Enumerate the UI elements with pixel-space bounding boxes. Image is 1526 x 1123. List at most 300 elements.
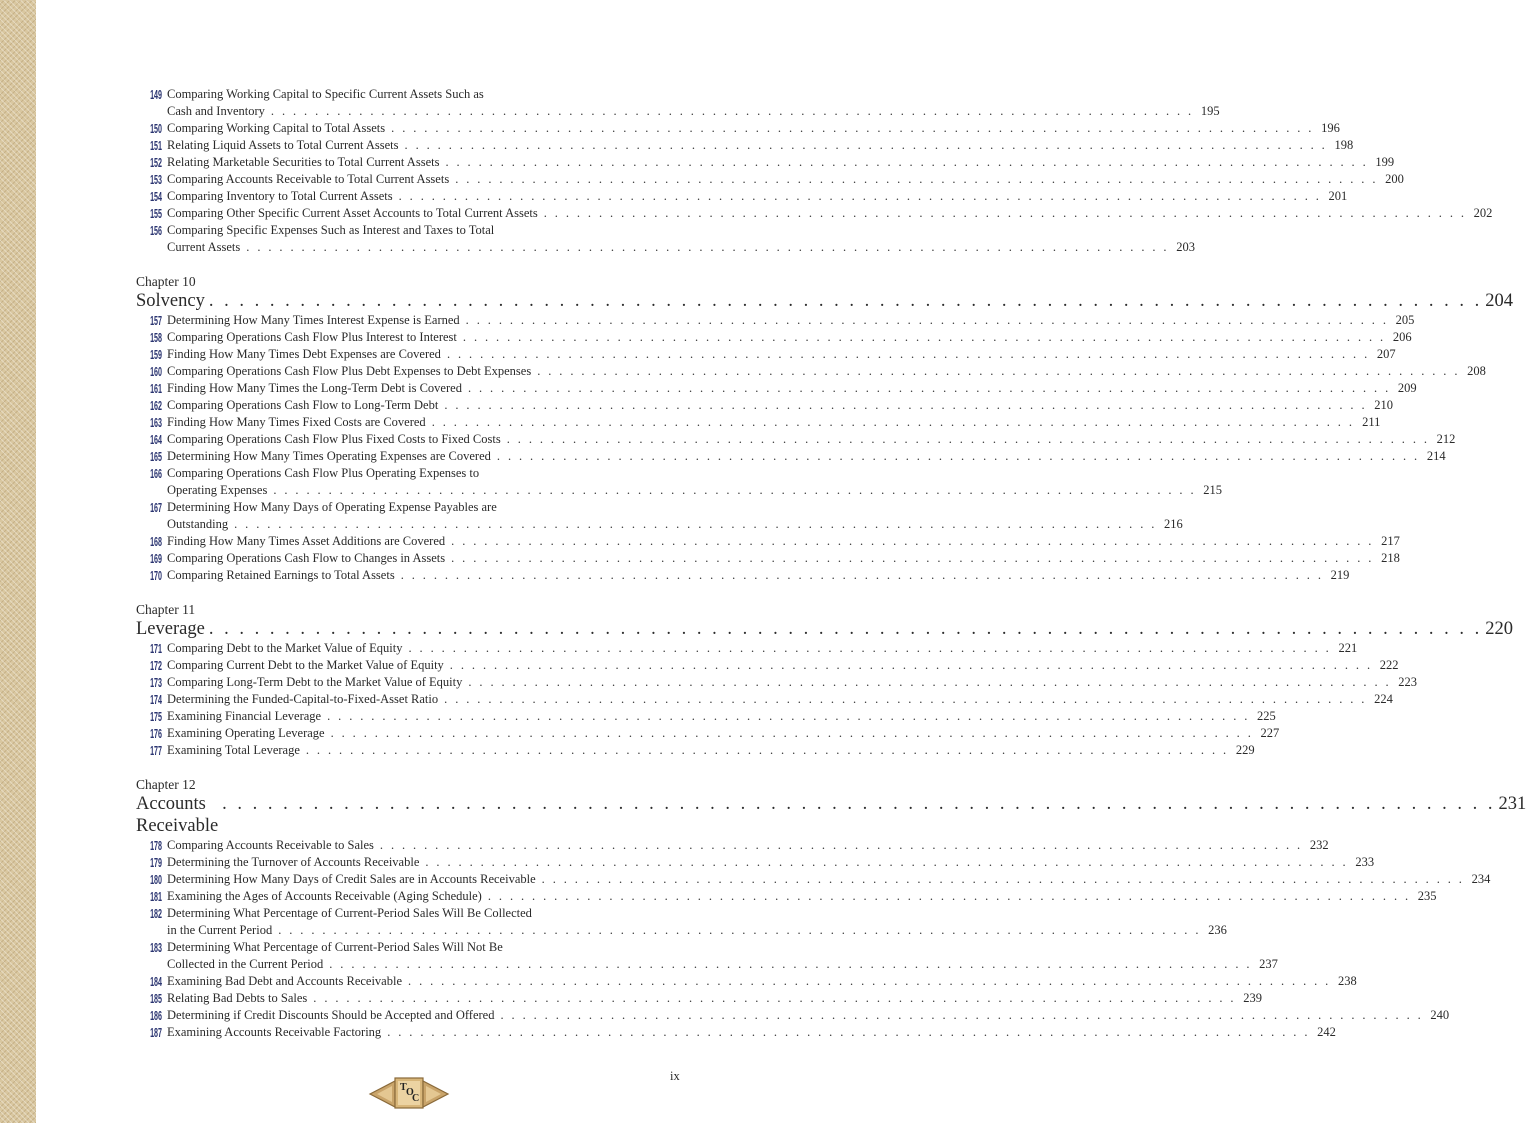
- entry-number: 167: [150, 500, 162, 515]
- entry-number: 172: [150, 658, 162, 673]
- chapter-title-row[interactable]: [136, 290, 1513, 312]
- entry-line: [167, 922, 1227, 939]
- entry-page-number: 242: [1317, 1025, 1336, 1039]
- toc-entry[interactable]: [136, 380, 1417, 397]
- entry-line: [167, 380, 1417, 397]
- entry-title: Examining Total Leverage: [167, 743, 300, 757]
- entry-body: [167, 990, 1262, 1007]
- entry-body: [167, 725, 1280, 742]
- entry-number: 171: [150, 641, 162, 656]
- entry-number: 179: [150, 855, 162, 870]
- chapter-page-number: 231: [1498, 794, 1526, 814]
- entry-page-number: 236: [1208, 923, 1227, 937]
- entry-number: 177: [150, 743, 162, 758]
- chapter-title-row[interactable]: [136, 618, 1513, 640]
- dot-leader: . . . . . . . . . . . . . . . . . . . . . . . . . . . . . . . . . . . . . . . . . . . . . . . . . . . . . . . . . . . . . . . . . . . . . . . . . . . . . . . . . . . .: [313, 991, 1236, 1005]
- entry-page-number: 233: [1355, 855, 1375, 869]
- entry-body: [167, 905, 1227, 939]
- entry-number: 181: [150, 889, 162, 904]
- entry-line: [167, 674, 1418, 691]
- entry-body: [167, 312, 1415, 329]
- entry-title: Comparing Long-Term Debt to the Market Value of Equity: [167, 675, 463, 689]
- dot-leader: . . . . . . . . . . . . . . . . . . . . . . . . . . . . . . . . . . . . . . . . . . . . . . . . . . . . . . . . . . . . . . . . . . . . . . . . . . . . . . . . . . . .: [468, 675, 1392, 689]
- toc-entry[interactable]: [136, 346, 1396, 363]
- dot-leader: . . . . . . . . . . . . . . . . . . . . . . . . . . . . . . . . . . . . . . . . . . . . . . . . . . . . . . . . . . . . . . . . . . . . . . . . . . . . . . . . . . . .: [541, 872, 1465, 886]
- page-navigation: [368, 1073, 450, 1113]
- entry-page-number: 238: [1337, 974, 1357, 988]
- entry-page-number: 221: [1338, 641, 1358, 655]
- dot-leader: . . . . . . . . . . . . . . . . . . . . . . . . . . . . . . . . . . . . . . . . . . . . . . . . . . . . . . . . . . . . . . . . . . . . . . . . . . . . . . . . . . . .: [391, 121, 1314, 135]
- entry-body: [167, 465, 1223, 499]
- entry-line: [167, 312, 1415, 329]
- dot-leader: . . . . . . . . . . . . . . . . . . . . . . . . . . . . . . . . . . . . . . . . . . . . . . . . . . . . . . . . . . . . . . . . . . . . . . . . . . . . . . . . . . . .: [444, 398, 1367, 412]
- entry-number: 183: [150, 940, 162, 955]
- toc-entry[interactable]: [136, 431, 1456, 448]
- entry-line: [167, 103, 1220, 120]
- toc-entry[interactable]: [136, 1007, 1450, 1024]
- entry-body: [167, 86, 1220, 120]
- entry-page-number: 201: [1328, 189, 1348, 203]
- toc-entry[interactable]: [136, 312, 1415, 329]
- toc-entry[interactable]: [136, 657, 1399, 674]
- toc-entry[interactable]: [136, 86, 1220, 120]
- entry-body: [167, 550, 1400, 567]
- dot-leader: . . . . . . . . . . . . . . . . . . . . . . . . . . . . . . . . . . . . . . . . . . . . . . . . . . . . . . . . . . . . . . . . . . . . . . . . . . . . . . . . . . . .: [208, 291, 1483, 311]
- entry-page-number: 214: [1426, 449, 1446, 463]
- entry-line: [167, 86, 642, 103]
- toc-entry[interactable]: [136, 188, 1348, 205]
- dot-leader: . . . . . . . . . . . . . . . . . . . . . . . . . . . . . . . . . . . . . . . . . . . . . . . . . . . . . . . . . . . . . . . . . . . . . . . . . . . . . . . . . . . .: [387, 1025, 1310, 1039]
- entry-line: [167, 550, 1400, 567]
- entry-number: 180: [150, 872, 162, 887]
- dot-leader: . . . . . . . . . . . . . . . . . . . . . . . . . . . . . . . . . . . . . . . . . . . . . . . . . . . . . . . . . . . . . . . . . . . . . . . . . . . . . . . . . . . .: [496, 449, 1420, 463]
- entry-line: [167, 397, 1393, 414]
- entry-number: 163: [150, 415, 162, 430]
- toc-entry[interactable]: [136, 990, 1262, 1007]
- entry-number: 161: [150, 381, 162, 396]
- entry-page-number: 237: [1259, 957, 1278, 971]
- entry-body: [167, 154, 1395, 171]
- entry-body: [167, 171, 1404, 188]
- entry-line: [167, 482, 1223, 499]
- entry-body: [167, 567, 1350, 584]
- entry-number: 154: [150, 189, 162, 204]
- chapter-label: Chapter 10: [136, 274, 196, 289]
- entry-page-number: 207: [1376, 347, 1396, 361]
- entry-line: [167, 533, 1400, 550]
- entry-number: 176: [150, 726, 162, 741]
- entry-number: 152: [150, 155, 162, 170]
- entry-page-number: 239: [1243, 991, 1262, 1005]
- entry-body: [167, 380, 1417, 397]
- entry-line: [167, 742, 1255, 759]
- entry-title: Comparing Working Capital to Specific Current Assets Such as: [167, 87, 484, 101]
- dot-leader: . . . . . . . . . . . . . . . . . . . . . . . . . . . . . . . . . . . . . . . . . . . . . . . . . . . . . . . . . . . . . . . . . . . . . . . . . . . . . . . . . . . .: [398, 189, 1322, 203]
- chapter-title: Accounts Receivable: [136, 794, 219, 836]
- table-of-contents: [136, 86, 1526, 1041]
- entry-body: [167, 414, 1381, 431]
- entry-number: 182: [150, 906, 162, 921]
- entry-number: 187: [150, 1025, 162, 1040]
- entry-body: [167, 742, 1255, 759]
- toc-entry[interactable]: [136, 854, 1375, 871]
- dot-leader: . . . . . . . . . . . . . . . . . . . . . . . . . . . . . . . . . . . . . . . . . . . . . . . . . . . . . . . . . . . . . . . . . . . . . . . . . . . . . . . . . . . .: [408, 641, 1332, 655]
- entry-line: [167, 499, 642, 516]
- entry-body: [167, 1007, 1450, 1024]
- entry-body: [167, 691, 1393, 708]
- entry-title: Determining the Turnover of Accounts Receivable: [167, 855, 420, 869]
- toc-entry[interactable]: [136, 939, 1278, 973]
- entry-page-number: 224: [1374, 692, 1393, 706]
- chapter-label: Chapter 11: [136, 602, 196, 617]
- entry-page-number: 195: [1200, 104, 1220, 118]
- entry-line: [167, 239, 1195, 256]
- entry-number: 159: [150, 347, 162, 362]
- toc-letter-c: C: [412, 1093, 420, 1104]
- dot-leader: . . . . . . . . . . . . . . . . . . . . . . . . . . . . . . . . . . . . . . . . . . . . . . . . . . . . . . . . . . . . . . . . . . . . . . . . . . . . . . . . . . . .: [431, 415, 1355, 429]
- entry-title: Comparing Working Capital to Total Assets: [167, 121, 386, 135]
- toc-entry[interactable]: [136, 691, 1393, 708]
- entry-page-number: 209: [1397, 381, 1417, 395]
- dot-leader: . . . . . . . . . . . . . . . . . . . . . . . . . . . . . . . . . . . . . . . . . . . . . . . . . . . . . . . . . . . . . . . . . . . . . . . . . . . . . . . . . . . .: [446, 347, 1370, 361]
- page-number: ix: [670, 1069, 680, 1083]
- entry-line: [167, 1007, 1450, 1024]
- toc-entry[interactable]: [136, 329, 1412, 346]
- entry-body: [167, 533, 1400, 550]
- entry-title: Finding How Many Times Asset Additions are Covered: [167, 534, 446, 548]
- entry-page-number: 219: [1330, 568, 1350, 582]
- entry-page-number: 198: [1334, 138, 1354, 152]
- entry-line: [167, 465, 642, 482]
- toc-entry[interactable]: [136, 550, 1400, 567]
- table-of-contents-button[interactable]: [394, 1077, 424, 1109]
- entry-title: Comparing Retained Earnings to Total Assets: [167, 568, 395, 582]
- entry-page-number: 218: [1381, 551, 1400, 565]
- entry-title: Comparing Operations Cash Flow to Changes in Assets: [167, 551, 446, 565]
- toc-entry[interactable]: [136, 640, 1358, 657]
- entry-line: [167, 222, 642, 239]
- entry-line: [167, 871, 1491, 888]
- entry-line: [167, 939, 642, 956]
- dot-leader: . . . . . . . . . . . . . . . . . . . . . . . . . . . . . . . . . . . . . . . . . . . . . . . . . . . . . . . . . . . . . . . . . . . . . . . . . . . . . . . . . . . .: [270, 104, 1194, 118]
- entry-line: [167, 691, 1393, 708]
- entry-title: Relating Liquid Assets to Total Current Assets: [167, 138, 399, 152]
- entry-number: 156: [150, 223, 162, 238]
- dot-leader: . . . . . . . . . . . . . . . . . . . . . . . . . . . . . . . . . . . . . . . . . . . . . . . . . . . . . . . . . . . . . . . . . . . . . . . . . . . . . . . . . . . .: [234, 517, 1157, 531]
- entry-body: [167, 640, 1358, 657]
- entry-line: [167, 414, 1381, 431]
- toc-entry[interactable]: [136, 888, 1437, 905]
- entry-body: [167, 397, 1393, 414]
- toc-entry[interactable]: [136, 742, 1255, 759]
- toc-entry[interactable]: [136, 499, 1183, 533]
- entry-body: [167, 329, 1412, 346]
- toc-entry[interactable]: [136, 465, 1223, 499]
- entry-line: [167, 171, 1404, 188]
- entry-line: [167, 448, 1446, 465]
- entry-body: [167, 657, 1399, 674]
- chapter-title: Solvency: [136, 291, 205, 311]
- entry-title: Collected in the Current Period: [167, 957, 324, 971]
- entry-title: Determining What Percentage of Current-Period Sales Will Be Collected: [167, 906, 532, 920]
- dot-leader: . . . . . . . . . . . . . . . . . . . . . . . . . . . . . . . . . . . . . . . . . . . . . . . . . . . . . . . . . . . . . . . . . . . . . . . . . . . . . . . . . . . .: [273, 483, 1197, 497]
- entry-body: [167, 837, 1329, 854]
- entry-number: 157: [150, 313, 162, 328]
- entry-number: 149: [150, 87, 162, 102]
- toc-entry[interactable]: [136, 905, 1227, 939]
- entry-line: [167, 137, 1354, 154]
- entry-page-number: 216: [1164, 517, 1183, 531]
- entry-page-number: 208: [1467, 364, 1486, 378]
- dot-leader: . . . . . . . . . . . . . . . . . . . . . . . . . . . . . . . . . . . . . . . . . . . . . . . . . . . . . . . . . . . . . . . . . . . . . . . . . . . . . . . . . . . .: [404, 138, 1328, 152]
- toc-entry[interactable]: [136, 137, 1354, 154]
- dot-leader: . . . . . . . . . . . . . . . . . . . . . . . . . . . . . . . . . . . . . . . . . . . . . . . . . . . . . . . . . . . . . . . . . . . . . . . . . . . . . . . . . . . .: [222, 794, 1496, 814]
- entry-title: Comparing Specific Expenses Such as Interest and Taxes to Total: [167, 223, 495, 237]
- entry-title: Relating Marketable Securities to Total Current Assets: [167, 155, 440, 169]
- entry-number: 165: [150, 449, 162, 464]
- entry-body: [167, 1024, 1336, 1041]
- toc-entry[interactable]: [136, 567, 1350, 584]
- entry-page-number: 211: [1362, 415, 1381, 429]
- entry-number: 160: [150, 364, 162, 379]
- entry-page-number: 217: [1381, 534, 1400, 548]
- entry-number: 170: [150, 568, 162, 583]
- dot-leader: . . . . . . . . . . . . . . . . . . . . . . . . . . . . . . . . . . . . . . . . . . . . . . . . . . . . . . . . . . . . . . . . . . . . . . . . . . . . . . . . . . . .: [506, 432, 1430, 446]
- dot-leader: . . . . . . . . . . . . . . . . . . . . . . . . . . . . . . . . . . . . . . . . . . . . . . . . . . . . . . . . . . . . . . . . . . . . . . . . . . . . . . . . . . . .: [208, 619, 1483, 639]
- entry-line: [167, 888, 1437, 905]
- entry-page-number: 229: [1235, 743, 1255, 757]
- entry-line: [167, 725, 1280, 742]
- entry-title: Operating Expenses: [167, 483, 268, 497]
- entry-title: Finding How Many Times the Long-Term Debt is Covered: [167, 381, 462, 395]
- dot-leader: . . . . . . . . . . . . . . . . . . . . . . . . . . . . . . . . . . . . . . . . . . . . . . . . . . . . . . . . . . . . . . . . . . . . . . . . . . . . . . . . . . . .: [305, 743, 1229, 757]
- entry-page-number: 215: [1203, 483, 1223, 497]
- entry-title: Comparing Other Specific Current Asset Accounts to Total Current Assets: [167, 206, 538, 220]
- toc-entry[interactable]: [136, 154, 1395, 171]
- entry-number: 166: [150, 466, 162, 481]
- entry-title: Cash and Inventory: [167, 104, 265, 118]
- dot-leader: . . . . . . . . . . . . . . . . . . . . . . . . . . . . . . . . . . . . . . . . . . . . . . . . . . . . . . . . . . . . . . . . . . . . . . . . . . . . . . . . . . . .: [400, 568, 1324, 582]
- decorative-side-band: [0, 0, 36, 1123]
- toc-entry[interactable]: [136, 205, 1493, 222]
- chapter-page-number: 204: [1485, 291, 1513, 311]
- chapter-title-row[interactable]: [136, 793, 1526, 837]
- entry-page-number: 203: [1176, 240, 1195, 254]
- entry-page-number: 202: [1473, 206, 1493, 220]
- entry-title: Determining How Many Days of Operating Expense Payables are: [167, 500, 497, 514]
- entry-page-number: 232: [1309, 838, 1329, 852]
- previous-page-arrow-icon[interactable]: [368, 1079, 396, 1109]
- entry-line: [167, 567, 1350, 584]
- entry-line: [167, 205, 1493, 222]
- dot-leader: . . . . . . . . . . . . . . . . . . . . . . . . . . . . . . . . . . . . . . . . . . . . . . . . . . . . . . . . . . . . . . . . . . . . . . . . . . . . . . . . . . . .: [278, 923, 1201, 937]
- entry-title: Outstanding: [167, 517, 229, 531]
- toc-entry[interactable]: [136, 414, 1381, 431]
- entry-page-number: 223: [1398, 675, 1418, 689]
- entry-line: [167, 346, 1396, 363]
- entry-title: Determining How Many Days of Credit Sales are in Accounts Receivable: [167, 872, 536, 886]
- dot-leader: . . . . . . . . . . . . . . . . . . . . . . . . . . . . . . . . . . . . . . . . . . . . . . . . . . . . . . . . . . . . . . . . . . . . . . . . . . . . . . . . . . . .: [462, 330, 1386, 344]
- entry-number: 158: [150, 330, 162, 345]
- entry-line: [167, 990, 1262, 1007]
- dot-leader: . . . . . . . . . . . . . . . . . . . . . . . . . . . . . . . . . . . . . . . . . . . . . . . . . . . . . . . . . . . . . . . . . . . . . . . . . . . . . . . . . . . .: [451, 534, 1374, 548]
- entry-title: Examining Bad Debt and Accounts Receivable: [167, 974, 403, 988]
- entry-line: [167, 905, 642, 922]
- entry-page-number: 212: [1436, 432, 1456, 446]
- entry-body: [167, 939, 1278, 973]
- entry-number: 175: [150, 709, 162, 724]
- entry-body: [167, 137, 1354, 154]
- entry-body: [167, 973, 1357, 990]
- entry-body: [167, 708, 1276, 725]
- dot-leader: . . . . . . . . . . . . . . . . . . . . . . . . . . . . . . . . . . . . . . . . . . . . . . . . . . . . . . . . . . . . . . . . . . . . . . . . . . . . . . . . . . . .: [329, 957, 1252, 971]
- entry-page-number: 227: [1260, 726, 1280, 740]
- entry-page-number: 199: [1375, 155, 1395, 169]
- chapter-label: Chapter 12: [136, 777, 196, 792]
- entry-title: Examining the Ages of Accounts Receivable (Aging Schedule): [167, 889, 482, 903]
- toc-letter-o: O: [406, 1087, 414, 1098]
- chapter-page-number: 220: [1485, 619, 1513, 639]
- entry-line: [167, 431, 1456, 448]
- entry-body: [167, 120, 1340, 137]
- entry-number: 155: [150, 206, 162, 221]
- entry-page-number: 200: [1385, 172, 1404, 186]
- toc-entry[interactable]: [136, 397, 1393, 414]
- entry-line: [167, 657, 1399, 674]
- entry-line: [167, 120, 1340, 137]
- entry-line: [167, 708, 1276, 725]
- entry-line: [167, 363, 1486, 380]
- toc-entry[interactable]: [136, 725, 1280, 742]
- toc-entry[interactable]: [136, 171, 1404, 188]
- entry-number: 164: [150, 432, 162, 447]
- entry-number: 150: [150, 121, 162, 136]
- entry-title: Comparing Operations Cash Flow Plus Operating Expenses to: [167, 466, 480, 480]
- entry-title: Determining What Percentage of Current-Period Sales Will Not Be: [167, 940, 503, 954]
- entry-page-number: 225: [1257, 709, 1276, 723]
- entry-body: [167, 363, 1486, 380]
- entry-title: Examining Financial Leverage: [167, 709, 322, 723]
- entry-title: Examining Operating Leverage: [167, 726, 325, 740]
- entry-page-number: 222: [1379, 658, 1399, 672]
- dot-leader: . . . . . . . . . . . . . . . . . . . . . . . . . . . . . . . . . . . . . . . . . . . . . . . . . . . . . . . . . . . . . . . . . . . . . . . . . . . . . . . . . . . .: [487, 889, 1411, 903]
- toc-entry[interactable]: [136, 1024, 1336, 1041]
- entry-number: 173: [150, 675, 162, 690]
- entry-title: Current Assets: [167, 240, 241, 254]
- entry-page-number: 234: [1471, 872, 1491, 886]
- entry-title: Comparing Operations Cash Flow to Long-Term Debt: [167, 398, 439, 412]
- dot-leader: . . . . . . . . . . . . . . . . . . . . . . . . . . . . . . . . . . . . . . . . . . . . . . . . . . . . . . . . . . . . . . . . . . . . . . . . . . . . . . . . . . . .: [543, 206, 1467, 220]
- entry-body: [167, 431, 1456, 448]
- entry-title: Examining Accounts Receivable Factoring: [167, 1025, 382, 1039]
- entry-page-number: 205: [1395, 313, 1415, 327]
- entry-body: [167, 205, 1493, 222]
- entry-title: Finding How Many Times Fixed Costs are Covered: [167, 415, 426, 429]
- entry-line: [167, 188, 1348, 205]
- entry-number: 178: [150, 838, 162, 853]
- entry-body: [167, 854, 1375, 871]
- entry-number: 169: [150, 551, 162, 566]
- dot-leader: . . . . . . . . . . . . . . . . . . . . . . . . . . . . . . . . . . . . . . . . . . . . . . . . . . . . . . . . . . . . . . . . . . . . . . . . . . . . . . . . . . . .: [537, 364, 1460, 378]
- toc-entry[interactable]: [136, 363, 1486, 380]
- entry-number: 186: [150, 1008, 162, 1023]
- dot-leader: . . . . . . . . . . . . . . . . . . . . . . . . . . . . . . . . . . . . . . . . . . . . . . . . . . . . . . . . . . . . . . . . . . . . . . . . . . . . . . . . . . . .: [445, 155, 1369, 169]
- entry-page-number: 240: [1430, 1008, 1450, 1022]
- toc-entry[interactable]: [136, 222, 1195, 256]
- entry-title: Comparing Accounts Receivable to Sales: [167, 838, 374, 852]
- dot-leader: . . . . . . . . . . . . . . . . . . . . . . . . . . . . . . . . . . . . . . . . . . . . . . . . . . . . . . . . . . . . . . . . . . . . . . . . . . . . . . . . . . . .: [500, 1008, 1424, 1022]
- entry-body: [167, 674, 1418, 691]
- entry-title: Relating Bad Debts to Sales: [167, 991, 308, 1005]
- entry-number: 153: [150, 172, 162, 187]
- entry-number: 168: [150, 534, 162, 549]
- entry-page-number: 235: [1417, 889, 1437, 903]
- toc-entry[interactable]: [136, 973, 1357, 990]
- entry-title: Comparing Inventory to Total Current Assets: [167, 189, 393, 203]
- entry-number: 184: [150, 974, 162, 989]
- toc-entry[interactable]: [136, 708, 1276, 725]
- entry-title: Comparing Current Debt to the Market Value of Equity: [167, 658, 444, 672]
- toc-entry[interactable]: [136, 533, 1400, 550]
- entry-number: 185: [150, 991, 162, 1006]
- entry-body: [167, 222, 1195, 256]
- toc-entry[interactable]: [136, 837, 1329, 854]
- entry-line: [167, 329, 1412, 346]
- entry-line: [167, 854, 1375, 871]
- entry-body: [167, 448, 1446, 465]
- entry-line: [167, 837, 1329, 854]
- entry-title: Comparing Operations Cash Flow Plus Debt Expenses to Debt Expenses: [167, 364, 532, 378]
- toc-entry[interactable]: [136, 448, 1446, 465]
- dot-leader: . . . . . . . . . . . . . . . . . . . . . . . . . . . . . . . . . . . . . . . . . . . . . . . . . . . . . . . . . . . . . . . . . . . . . . . . . . . . . . . . . . . .: [379, 838, 1303, 852]
- entry-line: [167, 956, 1278, 973]
- entry-body: [167, 188, 1348, 205]
- dot-leader: . . . . . . . . . . . . . . . . . . . . . . . . . . . . . . . . . . . . . . . . . . . . . . . . . . . . . . . . . . . . . . . . . . . . . . . . . . . . . . . . . . . .: [425, 855, 1349, 869]
- dot-leader: . . . . . . . . . . . . . . . . . . . . . . . . . . . . . . . . . . . . . . . . . . . . . . . . . . . . . . . . . . . . . . . . . . . . . . . . . . . . . . . . . . . .: [246, 240, 1169, 254]
- entry-title: in the Current Period: [167, 923, 273, 937]
- entry-title: Determining How Many Times Operating Expenses are Covered: [167, 449, 491, 463]
- entry-body: [167, 499, 1183, 533]
- entry-number: 162: [150, 398, 162, 413]
- entry-line: [167, 1024, 1336, 1041]
- entry-line: [167, 154, 1395, 171]
- entry-body: [167, 346, 1396, 363]
- next-page-arrow-icon[interactable]: [422, 1079, 450, 1109]
- entry-title: Determining if Credit Discounts Should be Accepted and Offered: [167, 1008, 495, 1022]
- chapter-title: Leverage: [136, 619, 205, 639]
- entry-title: Comparing Operations Cash Flow Plus Fixed Costs to Fixed Costs: [167, 432, 501, 446]
- dot-leader: . . . . . . . . . . . . . . . . . . . . . . . . . . . . . . . . . . . . . . . . . . . . . . . . . . . . . . . . . . . . . . . . . . . . . . . . . . . . . . . . . . . .: [467, 381, 1391, 395]
- entry-number: 174: [150, 692, 162, 707]
- entry-title: Comparing Operations Cash Flow Plus Interest to Interest: [167, 330, 457, 344]
- toc-entry[interactable]: [136, 674, 1418, 691]
- entry-body: [167, 888, 1437, 905]
- dot-leader: . . . . . . . . . . . . . . . . . . . . . . . . . . . . . . . . . . . . . . . . . . . . . . . . . . . . . . . . . . . . . . . . . . . . . . . . . . . . . . . . . . . .: [444, 692, 1367, 706]
- toc-entry[interactable]: [136, 871, 1491, 888]
- entry-title: Determining How Many Times Interest Expense is Earned: [167, 313, 460, 327]
- entry-title: Finding How Many Times Debt Expenses are Covered: [167, 347, 441, 361]
- dot-leader: . . . . . . . . . . . . . . . . . . . . . . . . . . . . . . . . . . . . . . . . . . . . . . . . . . . . . . . . . . . . . . . . . . . . . . . . . . . . . . . . . . . .: [327, 709, 1250, 723]
- dot-leader: . . . . . . . . . . . . . . . . . . . . . . . . . . . . . . . . . . . . . . . . . . . . . . . . . . . . . . . . . . . . . . . . . . . . . . . . . . . . . . . . . . . .: [408, 974, 1331, 988]
- toc-entry[interactable]: [136, 120, 1340, 137]
- entry-page-number: 206: [1392, 330, 1412, 344]
- dot-leader: . . . . . . . . . . . . . . . . . . . . . . . . . . . . . . . . . . . . . . . . . . . . . . . . . . . . . . . . . . . . . . . . . . . . . . . . . . . . . . . . . . . .: [449, 658, 1373, 672]
- dot-leader: . . . . . . . . . . . . . . . . . . . . . . . . . . . . . . . . . . . . . . . . . . . . . . . . . . . . . . . . . . . . . . . . . . . . . . . . . . . . . . . . . . . .: [455, 172, 1378, 186]
- entry-title: Comparing Debt to the Market Value of Equity: [167, 641, 403, 655]
- entry-page-number: 210: [1374, 398, 1393, 412]
- toc-letter-t: T: [400, 1082, 407, 1093]
- entry-title: Determining the Funded-Capital-to-Fixed-Asset Ratio: [167, 692, 439, 706]
